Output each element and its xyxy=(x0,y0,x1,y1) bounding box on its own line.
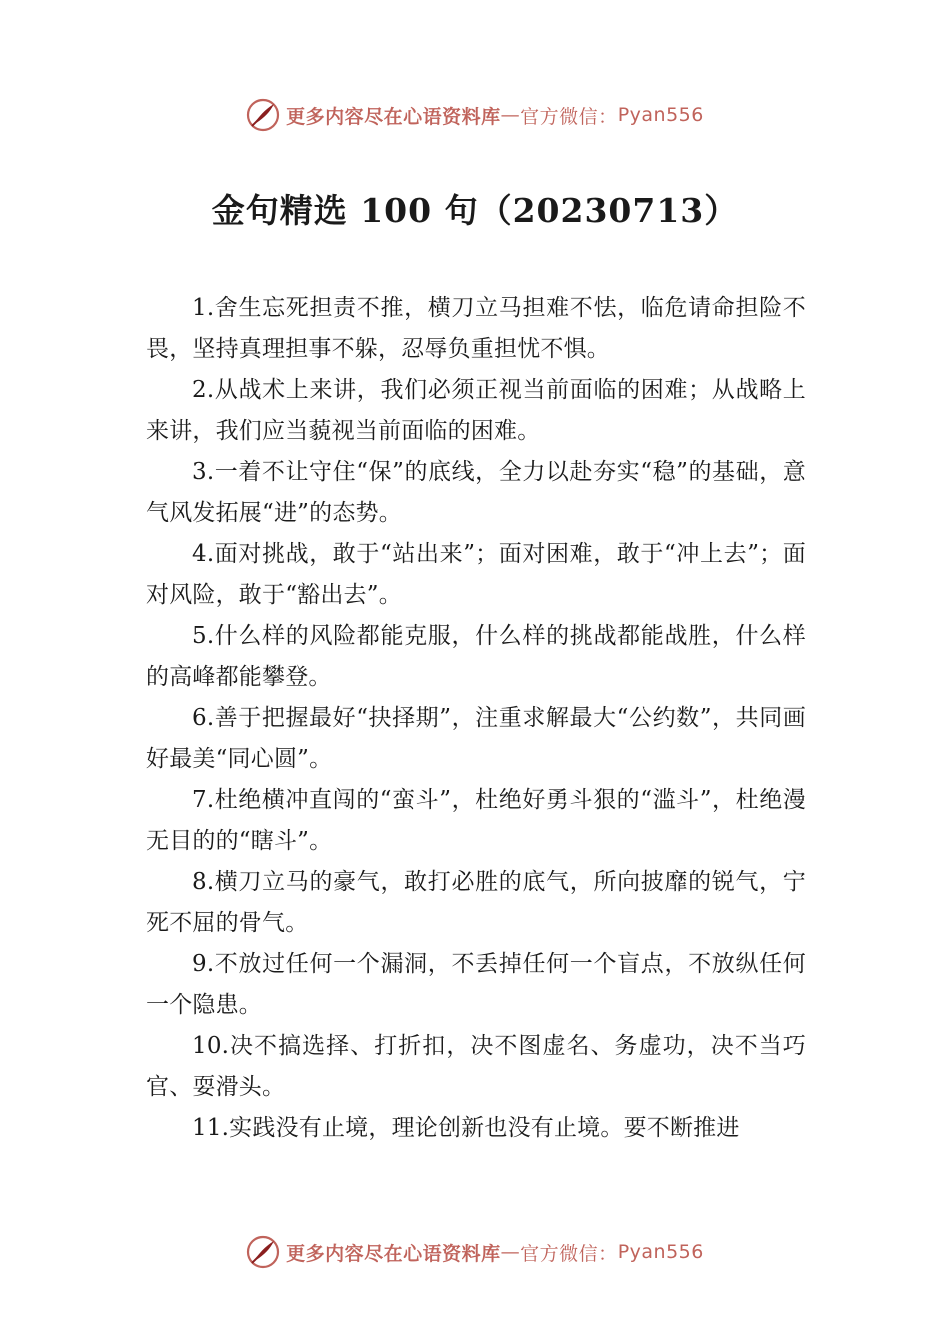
quote-item: 5.什么样的风险都能克服，什么样的挑战都能战胜，什么样的高峰都能攀登。 xyxy=(146,623,806,690)
document-title: 金句精选 100 句（20230713） xyxy=(211,191,739,230)
quote-item: 1.舍生忘死担责不推，横刀立马担难不怯，临危请命担险不畏，坚持真理担事不躲，忍辱负重担忧不惧。 xyxy=(146,295,806,362)
quote-item: 8.横刀立马的豪气，敢打必胜的底气，所向披靡的锐气，宁死不屈的骨气。 xyxy=(146,869,806,936)
quote-item: 3.一着不让守住“保”的底线，全力以赴夯实“稳”的基础，意气风发拓展“进”的态势。 xyxy=(146,459,806,526)
watermark-wechat-label: 官方微信： xyxy=(520,105,618,128)
quote-item: 6.善于把握最好“抉择期”，注重求解最大“公约数”，共同画好最美“同心圆”。 xyxy=(146,705,806,772)
watermark-brand: 更多内容尽在心语资料库 xyxy=(286,1242,501,1265)
document-body xyxy=(146,288,806,1149)
watermark-wechat-id: Pyan556 xyxy=(617,104,704,126)
watermark-dash: — xyxy=(500,1241,521,1263)
watermark-wechat-label: 官方微信： xyxy=(520,1242,618,1265)
quote-item: 7.杜绝横冲直闯的“蛮斗”，杜绝好勇斗狠的“滥斗”，杜绝漫无目的的“瞎斗”。 xyxy=(146,787,806,854)
quote-item: 9.不放过任何一个漏洞，不丢掉任何一个盲点，不放纵任何一个隐患。 xyxy=(146,951,806,1018)
quote-item: 11.实践没有止境，理论创新也没有止境。要不断推进 xyxy=(192,1115,740,1141)
quote-item: 4.面对挑战，敢于“站出来”；面对困难，敢于“冲上去”；面对风险，敢于“豁出去”。 xyxy=(146,541,806,608)
footer-watermark xyxy=(0,1232,950,1272)
watermark-wechat-id: Pyan556 xyxy=(617,1241,704,1263)
quote-item: 10.决不搞选择、打折扣，决不图虚名、务虚功，决不当巧官、耍滑头。 xyxy=(146,1033,806,1100)
quote-item: 2.从战术上来讲，我们必须正视当前面临的困难；从战略上来讲，我们应当藐视当前面临的困难。 xyxy=(146,377,806,444)
quill-pen-logo-icon xyxy=(246,1235,280,1269)
header-watermark xyxy=(0,95,950,135)
watermark-dash: — xyxy=(500,104,521,126)
quill-pen-logo-icon xyxy=(246,98,280,132)
watermark-brand: 更多内容尽在心语资料库 xyxy=(286,105,501,128)
